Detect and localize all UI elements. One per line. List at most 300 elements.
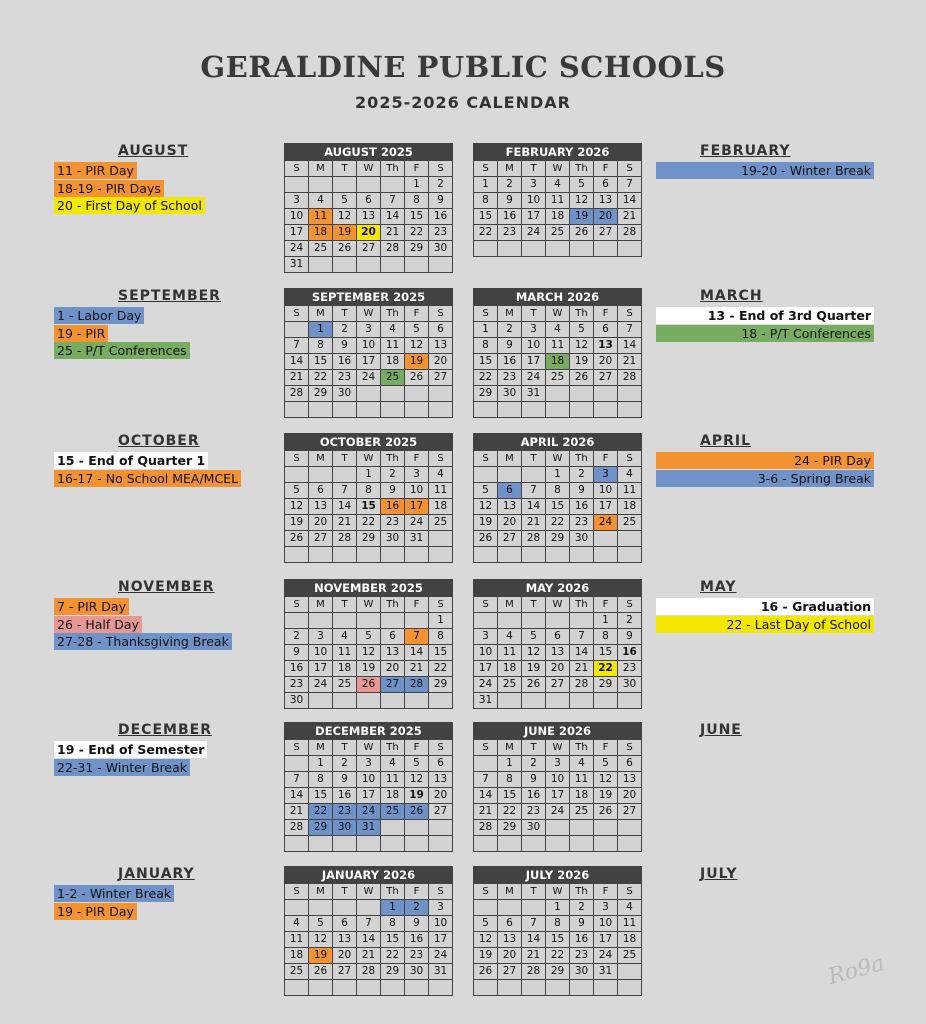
empty-day-cell xyxy=(357,177,381,193)
day-cell: 16 xyxy=(333,354,357,370)
day-cell-highlighted: 30 xyxy=(333,820,357,836)
empty-day-cell xyxy=(546,402,570,418)
day-cell: 28 xyxy=(285,820,309,836)
day-cell: 1 xyxy=(474,322,498,338)
empty-day-cell xyxy=(405,386,429,402)
weekday-label: T xyxy=(522,451,546,467)
empty-day-cell xyxy=(474,402,498,418)
empty-day-cell xyxy=(429,836,453,852)
empty-day-cell xyxy=(546,980,570,996)
month-calendar-header xyxy=(474,723,642,740)
empty-day-cell xyxy=(357,613,381,629)
month-heading-feb: FEBRUARY xyxy=(700,143,791,159)
day-cell: 6 xyxy=(429,322,453,338)
day-cell: 25 xyxy=(618,515,642,531)
empty-day-cell xyxy=(309,836,333,852)
day-cell: 20 xyxy=(429,788,453,804)
event-label: 25 - P/T Conferences xyxy=(54,342,190,359)
day-cell: 12 xyxy=(285,499,309,515)
day-cell: 1 xyxy=(594,613,618,629)
day-cell: 3 xyxy=(357,756,381,772)
weekday-label: T xyxy=(333,740,357,756)
day-cell: 13 xyxy=(429,338,453,354)
day-cell-highlighted: 25 xyxy=(381,370,405,386)
day-cell: 29 xyxy=(357,531,381,547)
empty-day-cell xyxy=(333,980,357,996)
day-cell: 24 xyxy=(594,948,618,964)
week-row xyxy=(285,645,453,661)
day-cell: 28 xyxy=(285,386,309,402)
event-label: 19-20 - Winter Break xyxy=(656,162,874,179)
empty-day-cell xyxy=(618,820,642,836)
day-cell: 13 xyxy=(498,499,522,515)
week-row xyxy=(285,629,453,645)
week-row xyxy=(474,499,642,515)
month-calendar-title: MAY 2026 xyxy=(474,580,642,597)
weekday-label: S xyxy=(474,884,498,900)
weekday-header-row xyxy=(285,740,453,756)
month-heading-mar: MARCH xyxy=(700,288,763,304)
week-row xyxy=(285,948,453,964)
day-cell: 29 xyxy=(429,677,453,693)
empty-day-cell xyxy=(405,836,429,852)
day-cell: 20 xyxy=(618,788,642,804)
week-row xyxy=(285,804,453,820)
day-cell-highlighted: 24 xyxy=(594,515,618,531)
day-cell: 7 xyxy=(357,916,381,932)
day-cell: 9 xyxy=(333,338,357,354)
day-cell: 10 xyxy=(522,193,546,209)
day-cell: 9 xyxy=(285,645,309,661)
empty-day-cell xyxy=(594,241,618,257)
empty-day-cell xyxy=(594,980,618,996)
day-cell-highlighted: 25 xyxy=(381,804,405,820)
weekday-label: F xyxy=(594,161,618,177)
day-cell: 8 xyxy=(405,193,429,209)
day-cell: 27 xyxy=(333,964,357,980)
empty-day-cell xyxy=(522,836,546,852)
week-row xyxy=(474,932,642,948)
day-cell: 10 xyxy=(357,772,381,788)
day-cell: 5 xyxy=(594,756,618,772)
day-cell: 24 xyxy=(285,241,309,257)
day-cell: 16 xyxy=(333,788,357,804)
day-cell: 8 xyxy=(381,916,405,932)
empty-day-cell xyxy=(618,964,642,980)
week-row xyxy=(474,964,642,980)
weekday-label: M xyxy=(309,451,333,467)
day-cell: 9 xyxy=(405,916,429,932)
day-cell: 11 xyxy=(618,483,642,499)
day-cell-highlighted: 11 xyxy=(309,209,333,225)
month-calendar-mar xyxy=(473,288,642,418)
month-calendar-apr xyxy=(473,433,642,563)
week-row xyxy=(474,338,642,354)
day-cell: 15 xyxy=(309,788,333,804)
day-cell: 16 xyxy=(429,209,453,225)
day-cell: 2 xyxy=(333,756,357,772)
event-label: 22 - Last Day of School xyxy=(656,616,874,633)
month-calendar-aug xyxy=(284,143,453,273)
month-calendar-title: NOVEMBER 2025 xyxy=(285,580,453,597)
day-cell: 19 xyxy=(522,661,546,677)
day-cell: 21 xyxy=(522,515,546,531)
weekday-label: S xyxy=(618,161,642,177)
weekday-label: S xyxy=(618,884,642,900)
day-cell: 18 xyxy=(333,661,357,677)
day-cell: 29 xyxy=(546,964,570,980)
month-calendar-header xyxy=(474,289,642,306)
week-row xyxy=(474,241,642,257)
month-calendar-feb xyxy=(473,143,642,257)
day-cell: 10 xyxy=(309,645,333,661)
week-row xyxy=(474,645,642,661)
week-row xyxy=(285,402,453,418)
empty-day-cell xyxy=(546,613,570,629)
day-cell-highlighted: 20 xyxy=(357,225,381,241)
day-cell-highlighted: 2 xyxy=(405,900,429,916)
day-cell: 28 xyxy=(357,964,381,980)
weekday-label: W xyxy=(546,884,570,900)
day-cell: 1 xyxy=(474,177,498,193)
day-cell: 16 xyxy=(405,932,429,948)
day-cell: 9 xyxy=(522,772,546,788)
empty-day-cell xyxy=(381,257,405,273)
weekday-label: Th xyxy=(381,161,405,177)
day-cell-highlighted: 15 xyxy=(357,499,381,515)
event-label: 19 - PIR xyxy=(54,325,108,342)
day-cell-highlighted: 13 xyxy=(594,338,618,354)
day-cell: 23 xyxy=(570,948,594,964)
day-cell: 22 xyxy=(405,225,429,241)
weekday-label: F xyxy=(405,884,429,900)
week-row xyxy=(474,225,642,241)
day-cell: 6 xyxy=(498,916,522,932)
day-cell: 15 xyxy=(309,354,333,370)
day-cell: 15 xyxy=(429,645,453,661)
weekday-label: M xyxy=(309,884,333,900)
day-cell: 17 xyxy=(474,661,498,677)
day-cell: 8 xyxy=(474,338,498,354)
empty-day-cell xyxy=(381,386,405,402)
day-cell: 7 xyxy=(285,772,309,788)
week-row xyxy=(285,483,453,499)
day-cell-highlighted: 7 xyxy=(405,629,429,645)
day-cell: 30 xyxy=(570,964,594,980)
day-cell: 16 xyxy=(570,499,594,515)
day-cell: 27 xyxy=(429,370,453,386)
empty-day-cell xyxy=(522,547,546,563)
empty-day-cell xyxy=(405,257,429,273)
day-cell-highlighted: 18 xyxy=(546,354,570,370)
week-row xyxy=(474,948,642,964)
weekday-label: T xyxy=(333,306,357,322)
day-cell: 18 xyxy=(285,948,309,964)
empty-day-cell xyxy=(498,693,522,709)
empty-day-cell xyxy=(333,257,357,273)
weekday-label: T xyxy=(333,161,357,177)
week-row xyxy=(285,370,453,386)
day-cell: 6 xyxy=(357,193,381,209)
day-cell: 18 xyxy=(618,932,642,948)
weekday-header-row xyxy=(474,161,642,177)
weekday-label: W xyxy=(546,161,570,177)
empty-day-cell xyxy=(474,547,498,563)
day-cell: 25 xyxy=(570,804,594,820)
day-cell: 3 xyxy=(594,900,618,916)
day-cell: 1 xyxy=(498,756,522,772)
week-row xyxy=(474,900,642,916)
event-label: 26 - Half Day xyxy=(54,616,142,633)
day-cell: 8 xyxy=(498,772,522,788)
day-cell: 21 xyxy=(381,225,405,241)
day-cell-highlighted: 16 xyxy=(618,645,642,661)
day-cell: 24 xyxy=(474,677,498,693)
day-cell: 21 xyxy=(357,948,381,964)
day-cell: 18 xyxy=(381,788,405,804)
day-cell: 29 xyxy=(405,241,429,257)
week-row xyxy=(285,932,453,948)
month-calendar-title: MARCH 2026 xyxy=(474,289,642,306)
day-cell: 9 xyxy=(498,338,522,354)
month-heading-apr: APRIL xyxy=(700,433,752,449)
weekday-label: M xyxy=(498,597,522,613)
day-cell: 18 xyxy=(570,788,594,804)
day-cell: 31 xyxy=(594,964,618,980)
month-calendar-header xyxy=(474,434,642,451)
empty-day-cell xyxy=(474,980,498,996)
empty-day-cell xyxy=(381,613,405,629)
day-cell: 22 xyxy=(498,804,522,820)
week-row xyxy=(285,338,453,354)
empty-day-cell xyxy=(333,613,357,629)
week-row xyxy=(474,515,642,531)
weekday-label: T xyxy=(333,597,357,613)
empty-day-cell xyxy=(546,386,570,402)
day-cell: 21 xyxy=(285,804,309,820)
empty-day-cell xyxy=(285,402,309,418)
day-cell: 9 xyxy=(333,772,357,788)
day-cell: 5 xyxy=(309,916,333,932)
day-cell: 14 xyxy=(522,932,546,948)
empty-day-cell xyxy=(357,836,381,852)
day-cell: 2 xyxy=(333,322,357,338)
weekday-label: S xyxy=(618,597,642,613)
day-cell: 29 xyxy=(381,964,405,980)
week-row xyxy=(285,225,453,241)
empty-day-cell xyxy=(381,177,405,193)
month-calendar-title: SEPTEMBER 2025 xyxy=(285,289,453,306)
week-row xyxy=(285,980,453,996)
day-cell: 18 xyxy=(546,209,570,225)
empty-day-cell xyxy=(474,756,498,772)
week-row xyxy=(474,531,642,547)
day-cell: 17 xyxy=(594,932,618,948)
day-cell: 8 xyxy=(546,916,570,932)
week-row xyxy=(285,916,453,932)
weekday-label: S xyxy=(429,451,453,467)
day-cell: 28 xyxy=(522,531,546,547)
week-row xyxy=(474,836,642,852)
empty-day-cell xyxy=(474,241,498,257)
empty-day-cell xyxy=(309,693,333,709)
empty-day-cell xyxy=(309,613,333,629)
weekday-label: W xyxy=(546,451,570,467)
event-label: 16-17 - No School MEA/MCEL xyxy=(54,470,241,487)
weekday-label: S xyxy=(618,740,642,756)
day-cell: 4 xyxy=(570,756,594,772)
day-cell: 2 xyxy=(522,756,546,772)
week-row xyxy=(474,370,642,386)
empty-day-cell xyxy=(285,322,309,338)
empty-day-cell xyxy=(381,836,405,852)
day-cell: 12 xyxy=(570,338,594,354)
week-row xyxy=(474,661,642,677)
day-cell: 10 xyxy=(405,483,429,499)
empty-day-cell xyxy=(522,467,546,483)
day-cell: 23 xyxy=(618,661,642,677)
day-cell: 12 xyxy=(474,499,498,515)
day-cell: 18 xyxy=(381,354,405,370)
day-cell: 22 xyxy=(474,370,498,386)
empty-day-cell xyxy=(309,980,333,996)
empty-day-cell xyxy=(498,613,522,629)
empty-day-cell xyxy=(498,900,522,916)
day-cell: 9 xyxy=(570,916,594,932)
empty-day-cell xyxy=(357,386,381,402)
day-cell: 29 xyxy=(594,677,618,693)
day-cell-highlighted: 24 xyxy=(357,804,381,820)
day-cell: 17 xyxy=(522,354,546,370)
day-cell: 24 xyxy=(522,225,546,241)
month-calendar-title: JUNE 2026 xyxy=(474,723,642,740)
day-cell-highlighted: 22 xyxy=(309,804,333,820)
day-cell: 25 xyxy=(618,948,642,964)
day-cell: 23 xyxy=(498,370,522,386)
day-cell: 26 xyxy=(405,370,429,386)
day-cell: 7 xyxy=(570,629,594,645)
event-label: 27-28 - Thanksgiving Break xyxy=(54,633,232,650)
empty-day-cell xyxy=(429,980,453,996)
day-cell: 3 xyxy=(474,629,498,645)
month-heading-jul: JULY xyxy=(700,866,738,882)
day-cell: 9 xyxy=(618,629,642,645)
day-cell: 21 xyxy=(522,948,546,964)
week-row xyxy=(285,322,453,338)
day-cell: 10 xyxy=(594,483,618,499)
event-label: 1 - Labor Day xyxy=(54,307,144,324)
day-cell: 20 xyxy=(429,354,453,370)
weekday-label: S xyxy=(285,161,309,177)
day-cell: 28 xyxy=(333,531,357,547)
weekday-label: M xyxy=(498,306,522,322)
empty-day-cell xyxy=(381,693,405,709)
day-cell-highlighted: 23 xyxy=(333,804,357,820)
day-cell: 15 xyxy=(405,209,429,225)
day-cell: 15 xyxy=(594,645,618,661)
day-cell: 3 xyxy=(285,193,309,209)
weekday-header-row xyxy=(285,451,453,467)
week-row xyxy=(474,693,642,709)
day-cell: 27 xyxy=(546,677,570,693)
weekday-label: S xyxy=(429,161,453,177)
weekday-label: M xyxy=(309,597,333,613)
day-cell: 1 xyxy=(546,900,570,916)
day-cell: 15 xyxy=(474,354,498,370)
weekday-label: Th xyxy=(381,597,405,613)
event-label: 19 - PIR Day xyxy=(54,903,137,920)
day-cell: 19 xyxy=(285,515,309,531)
day-cell: 12 xyxy=(333,209,357,225)
day-cell: 21 xyxy=(618,354,642,370)
day-cell: 14 xyxy=(405,645,429,661)
week-row xyxy=(285,613,453,629)
day-cell-highlighted: 27 xyxy=(381,677,405,693)
day-cell: 30 xyxy=(498,386,522,402)
day-cell: 6 xyxy=(594,322,618,338)
day-cell-highlighted: 16 xyxy=(381,499,405,515)
day-cell: 4 xyxy=(546,177,570,193)
day-cell: 28 xyxy=(618,225,642,241)
week-row xyxy=(285,193,453,209)
empty-day-cell xyxy=(357,402,381,418)
day-cell: 10 xyxy=(474,645,498,661)
week-row xyxy=(285,354,453,370)
day-cell: 26 xyxy=(309,964,333,980)
day-cell: 17 xyxy=(429,932,453,948)
day-cell: 13 xyxy=(381,645,405,661)
month-heading-dec: DECEMBER xyxy=(118,722,212,738)
week-row xyxy=(474,804,642,820)
day-cell: 16 xyxy=(498,354,522,370)
week-row xyxy=(285,241,453,257)
day-cell: 23 xyxy=(405,948,429,964)
month-heading-sep: SEPTEMBER xyxy=(118,288,221,304)
weekday-label: S xyxy=(285,597,309,613)
empty-day-cell xyxy=(522,241,546,257)
day-cell: 14 xyxy=(522,499,546,515)
day-cell: 9 xyxy=(570,483,594,499)
day-cell: 30 xyxy=(618,677,642,693)
week-row xyxy=(474,354,642,370)
day-cell: 12 xyxy=(570,193,594,209)
page-subtitle: 2025-2026 CALENDAR xyxy=(355,93,571,112)
day-cell: 25 xyxy=(309,241,333,257)
month-calendar-header xyxy=(285,580,453,597)
weekday-label: S xyxy=(618,451,642,467)
empty-day-cell xyxy=(570,613,594,629)
day-cell-highlighted: 6 xyxy=(498,483,522,499)
week-row xyxy=(285,661,453,677)
month-heading-jun: JUNE xyxy=(700,722,742,738)
empty-day-cell xyxy=(429,693,453,709)
day-cell: 28 xyxy=(474,820,498,836)
day-cell: 2 xyxy=(285,629,309,645)
day-cell: 26 xyxy=(474,964,498,980)
day-cell: 18 xyxy=(618,499,642,515)
day-cell: 19 xyxy=(474,515,498,531)
empty-day-cell xyxy=(498,980,522,996)
day-cell: 6 xyxy=(381,629,405,645)
day-cell: 26 xyxy=(285,531,309,547)
day-cell: 23 xyxy=(498,225,522,241)
weekday-label: S xyxy=(429,740,453,756)
month-calendar-jan xyxy=(284,866,453,996)
empty-day-cell xyxy=(405,547,429,563)
event-label: 15 - End of Quarter 1 xyxy=(54,452,208,469)
day-cell-highlighted: 29 xyxy=(309,820,333,836)
day-cell: 8 xyxy=(309,338,333,354)
